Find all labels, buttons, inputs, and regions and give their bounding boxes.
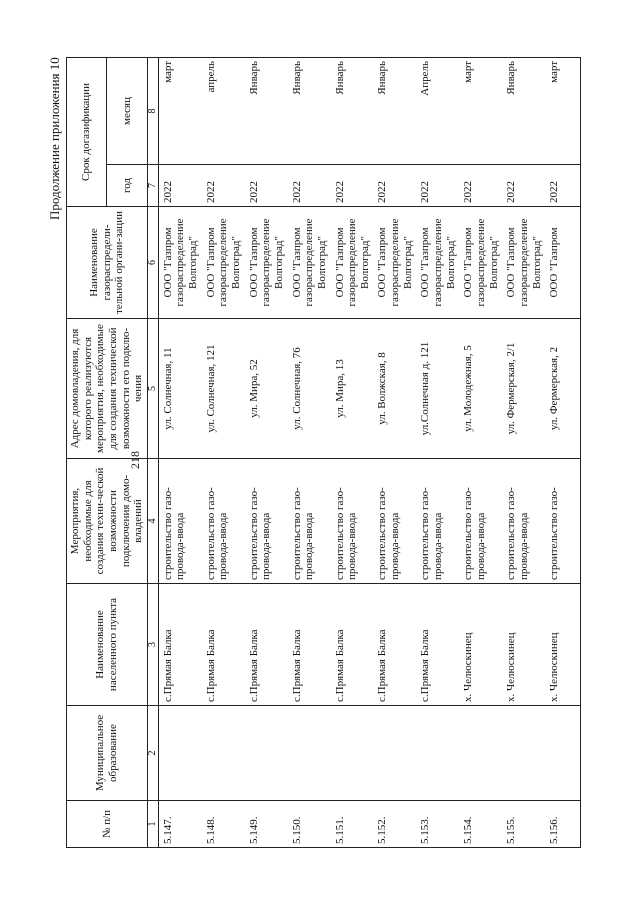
year-cell: 2022 [545, 165, 581, 207]
address-cell: ул. Солнечная, 11 [158, 319, 201, 459]
measures-cell: строительство газо-провода-ввода [245, 459, 288, 584]
year-cell: 2022 [331, 165, 374, 207]
header-deadline: Срок догазификации [67, 57, 107, 206]
settlement-cell: с.Прямая Балка [331, 584, 374, 706]
header-settlement: Наименование населенного пункта [67, 584, 148, 706]
row-number-cell: 5.152. [373, 801, 416, 848]
address-cell: ул. Волжская, 8 [373, 319, 416, 459]
measures-cell: строительство газо-провода-ввода [416, 459, 459, 584]
gas-organization-cell: ООО "Газпром газораспределение Волгоград" [502, 207, 545, 319]
municipality-cell [502, 706, 545, 801]
measures-cell: строительство газо-провода-ввода [331, 459, 374, 584]
settlement-cell: с.Прямая Балка [288, 584, 331, 706]
table-row [331, 57, 374, 847]
table-header [67, 57, 159, 847]
settlement-cell: х. Челюскинец [502, 584, 545, 706]
table-row [502, 57, 545, 847]
gasification-table [66, 57, 581, 848]
address-cell: ул. Мира, 13 [331, 319, 374, 459]
gas-organization-cell: ООО "Газпром газораспределение Волгоград" [158, 207, 201, 319]
month-cell: Январь [245, 57, 288, 164]
address-cell: ул. Фермерская, 2/1 [502, 319, 545, 459]
column-number: 6 [147, 207, 158, 319]
gas-organization-cell: ООО "Газпром газораспределение Волгоград" [373, 207, 416, 319]
row-number-cell: 5.154. [459, 801, 502, 848]
gas-organization-cell: ООО "Газпром газораспределение Волгоград" [245, 207, 288, 319]
year-cell: 2022 [459, 165, 502, 207]
municipality-cell [288, 706, 331, 801]
month-cell: Апрель [416, 57, 459, 164]
year-cell: 2022 [202, 165, 245, 207]
municipality-cell [331, 706, 374, 801]
address-cell: ул. Молодежная, 5 [459, 319, 502, 459]
measures-cell: строительство газо-провода-ввода [202, 459, 245, 584]
address-cell: ул. Солнечная, 121 [202, 319, 245, 459]
row-number-cell: 5.148. [202, 801, 245, 848]
header-measures: Мероприятия, необходимые для создания техни-ческой возможности подключения домо-владений [67, 459, 148, 584]
column-number: 3 [147, 584, 158, 706]
measures-cell: строительство газо- [545, 459, 581, 584]
column-number-row [147, 57, 158, 847]
measures-cell: строительство газо-провода-ввода [373, 459, 416, 584]
gas-organization-cell: ООО "Газпром газораспределение Волгоград" [202, 207, 245, 319]
year-cell: 2022 [502, 165, 545, 207]
month-cell: март [158, 57, 201, 164]
row-number-cell: 5.150. [288, 801, 331, 848]
header-address: Адрес домовладения, для которого реализуются мероприятия, необходимые для создания технической возможности его подклю-чения [67, 319, 148, 459]
municipality-cell [459, 706, 502, 801]
table-row [158, 57, 201, 847]
table-row [373, 57, 416, 847]
month-cell: Январь [373, 57, 416, 164]
measures-cell: строительство газо-провода-ввода [459, 459, 502, 584]
measures-cell: строительство газо-провода-ввода [158, 459, 201, 584]
row-number-cell: 5.153. [416, 801, 459, 848]
month-cell: март [459, 57, 502, 164]
column-number: 4 [147, 459, 158, 584]
gas-organization-cell: ООО "Газпром газораспределение Волгоград" [459, 207, 502, 319]
measures-cell: строительство газо-провода-ввода [288, 459, 331, 584]
month-cell: Январь [502, 57, 545, 164]
settlement-cell: с.Прямая Балка [373, 584, 416, 706]
settlement-cell: х. Челюскинец [545, 584, 581, 706]
table-row [545, 57, 581, 847]
year-cell: 2022 [373, 165, 416, 207]
settlement-cell: с.Прямая Балка [202, 584, 245, 706]
table-row [459, 57, 502, 847]
table-row [202, 57, 245, 847]
settlement-cell: с.Прямая Балка [158, 584, 201, 706]
address-cell: ул. Фермерская, 2 [545, 319, 581, 459]
municipality-cell [202, 706, 245, 801]
table-row [245, 57, 288, 847]
municipality-cell [245, 706, 288, 801]
gas-organization-cell: ООО "Газпром газораспределение Волгоград" [288, 207, 331, 319]
year-cell: 2022 [288, 165, 331, 207]
municipality-cell [416, 706, 459, 801]
settlement-cell: с.Прямая Балка [245, 584, 288, 706]
year-cell: 2022 [245, 165, 288, 207]
column-number: 2 [147, 706, 158, 801]
municipality-cell [373, 706, 416, 801]
address-cell: ул.Солнечная д. 121 [416, 319, 459, 459]
gas-organization-cell: ООО "Газпром газораспределение Волгоград" [416, 207, 459, 319]
gas-organization-cell: ООО "Газпром [545, 207, 581, 319]
column-number: 8 [147, 57, 158, 164]
row-number-cell: 5.155. [502, 801, 545, 848]
header-year: год [107, 165, 147, 207]
table-row [416, 57, 459, 847]
page-number: 218 [128, 451, 142, 469]
gas-organization-cell: ООО "Газпром газораспределение Волгоград" [331, 207, 374, 319]
year-cell: 2022 [416, 165, 459, 207]
settlement-cell: х. Челюскинец [459, 584, 502, 706]
address-cell: ул. Мира, 52 [245, 319, 288, 459]
measures-cell: строительство газо-провода-ввода [502, 459, 545, 584]
row-number-cell: 5.156. [545, 801, 581, 848]
column-number: 7 [147, 165, 158, 207]
settlement-cell: с.Прямая Балка [416, 584, 459, 706]
row-number-cell: 5.147. [158, 801, 201, 848]
header-number: № п/п [67, 801, 148, 848]
address-cell: ул. Солнечная, 76 [288, 319, 331, 459]
municipality-cell [158, 706, 201, 801]
header-month: месяц [107, 57, 147, 164]
row-number-cell: 5.151. [331, 801, 374, 848]
municipality-cell [545, 706, 581, 801]
table-row [288, 57, 331, 847]
year-cell: 2022 [158, 165, 201, 207]
column-number: 1 [147, 801, 158, 848]
month-cell: март [545, 57, 581, 164]
header-municipality: Муниципальное образование [67, 706, 148, 801]
header-gas-organization: Наименование газораспредели-тельной органи-зации [67, 207, 148, 319]
month-cell: Январь [331, 57, 374, 164]
row-number-cell: 5.149. [245, 801, 288, 848]
appendix-continuation-title: Продолжение приложения 10 [47, 57, 62, 220]
month-cell: Январь [288, 57, 331, 164]
table-body [158, 57, 580, 847]
column-number: 5 [147, 319, 158, 459]
month-cell: апрель [202, 57, 245, 164]
